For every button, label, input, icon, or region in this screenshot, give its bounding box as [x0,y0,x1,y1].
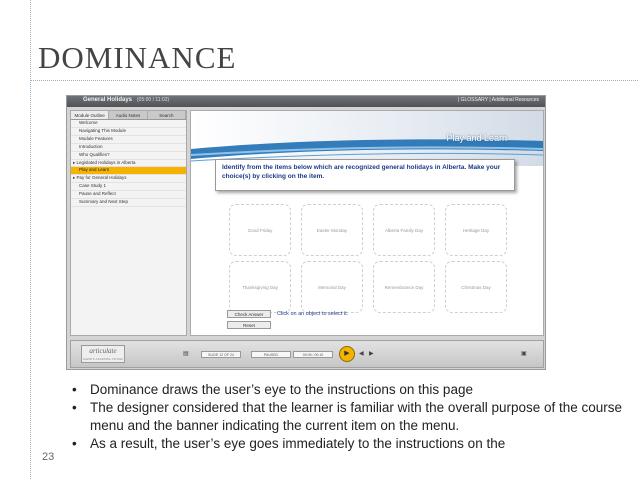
tab-search[interactable]: Search [148,111,186,119]
reset-button[interactable]: Reset [227,321,271,329]
menu-item[interactable]: Summary and Next Step [71,199,186,207]
logo-subtext: RAPID E-LEARNING STUDIO [83,357,123,361]
course-time: (05:00 / 11:02) [137,97,170,103]
bullet-item: • Dominance draws the user’s eye to the instructions on this page [68,381,628,399]
slide-title: DOMINANCE [38,40,237,75]
holiday-option[interactable]: Remembrance Day [373,261,435,313]
tab-module-outline[interactable]: Module Outline [71,111,109,119]
content-panel [190,110,544,336]
menu-item[interactable]: Introduction [71,144,186,152]
holiday-option[interactable]: Christmas Day [445,261,507,313]
playback-status: PAUSED [251,351,291,358]
embedded-course-screenshot [66,95,546,370]
menu-item[interactable]: Pause and Reflect [71,191,186,199]
fullscreen-icon[interactable]: ▣ [521,351,527,357]
holiday-option[interactable]: Thanksgiving Day [229,261,291,313]
check-answer-button[interactable]: Check Answer [227,310,271,318]
slide-counter: SLIDE 12 OF 24 [201,351,241,358]
holiday-option[interactable]: Memorial Day [301,261,363,313]
player-bar [70,340,544,368]
holiday-option[interactable]: Easter Monday [301,204,363,256]
course-title: General Holidays [83,97,133,103]
menu-item[interactable]: Navigating This Module [71,128,186,136]
logo-text: articulate [89,347,117,355]
slide-number: 23 [42,451,55,463]
menu-item[interactable]: Module Features [71,136,186,144]
previous-icon[interactable]: ◀ [359,351,364,357]
click-hint: Click on an object to select it. [277,311,349,317]
menu-section[interactable]: ▸ Pay for General Holidays [71,175,186,183]
instruction-box: Identify from the items below which are recognized general holidays in Alberta. Make your choice(s) by clicking on the item. [215,159,515,191]
menu-section[interactable]: ▸ Legislated Holidays in Alberta [71,160,186,168]
sidebar-tabs [71,111,186,120]
menu-item[interactable]: Case Study 1 [71,183,186,191]
menu-item-current[interactable]: Play and Learn [71,167,186,175]
bullet-item: • The designer considered that the learner is familiar with the overall purpose of the course menu and the banner indicating the current item on the menu. [68,399,628,435]
bullet-item: • As a result, the user’s eye goes immediately to the instructions on the [68,435,628,453]
time-readout: 00:05 / 00:10 [293,351,333,358]
top-links[interactable]: | GLOSSARY | Additional Resources [457,97,539,103]
menu-item[interactable]: Who Qualifies? [71,152,186,160]
course-title-bar [67,96,545,107]
vertical-rule [30,0,31,479]
tab-audio-notes[interactable]: Audio Notes [109,111,147,119]
holiday-option[interactable]: Good Friday [229,204,291,256]
next-icon[interactable]: ▶ [369,351,374,357]
menu-item[interactable]: Welcome [71,120,186,128]
bullet-list [68,381,628,453]
volume-icon[interactable]: ▤ [183,351,189,357]
module-sidebar [70,110,187,336]
articulate-logo [81,345,125,363]
banner-title: Play and Learn [446,133,507,143]
title-rule [30,80,638,81]
holiday-option[interactable]: Heritage Day [445,204,507,256]
holiday-option[interactable]: Alberta Family Day [373,204,435,256]
play-pause-button[interactable]: ▶ [339,346,355,362]
banner [191,111,543,166]
